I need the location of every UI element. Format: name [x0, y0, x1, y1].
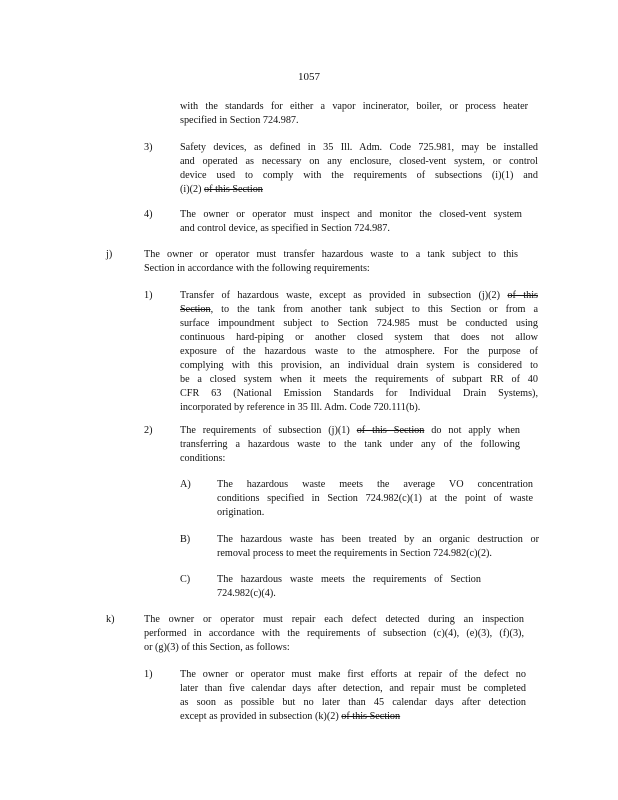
- paragraph-subitem-b: [217, 533, 539, 561]
- paragraph-item-k1: [180, 668, 526, 724]
- item-label: 4): [144, 209, 153, 220]
- text-line: origination.: [217, 507, 265, 518]
- paragraph-item-3: [180, 141, 538, 197]
- subitem-label: C): [180, 574, 191, 585]
- text-line: 724.982(c)(4).: [217, 588, 276, 599]
- paragraph-section-j: [144, 248, 518, 276]
- subitem-label: B): [180, 534, 191, 545]
- paragraph-subitem-a: [217, 478, 533, 520]
- section-label: k): [106, 614, 115, 625]
- page-number: 1057: [298, 71, 320, 83]
- text-line: surface impoundment subject to Section 724.985 must be conducted using: [180, 318, 538, 329]
- text-line: Safety devices, as defined in 35 Ill. Adm. Code 725.981, may be installed: [180, 142, 538, 153]
- paragraph-item-4: [180, 208, 522, 236]
- text-line: or (g)(3) of this Section, as follows:: [144, 642, 290, 653]
- text-line: The owner or operator must inspect and monitor the closed-vent system: [180, 209, 522, 220]
- text-line: conditions:: [180, 453, 226, 464]
- text-line: [180, 289, 538, 303]
- item-label: 2): [144, 425, 153, 436]
- text-line: be a closed system when it meets the requirements of subpart RR of 40: [180, 374, 538, 385]
- text-line: exposure of the hazardous waste to the atmosphere. For the purpose of: [180, 346, 538, 357]
- text-line: The hazardous waste has been treated by an organic destruction or: [217, 534, 539, 545]
- text-line: transferring a hazardous waste to the tank under any of the following: [180, 439, 520, 450]
- text-line: The hazardous waste meets the requirements of Section: [217, 574, 481, 585]
- text-line: continuous hard-piping or another closed system that does not allow: [180, 332, 538, 343]
- struck-text: Section: [180, 304, 211, 315]
- text-line: [180, 303, 538, 317]
- section-label: j): [106, 249, 113, 260]
- paragraph-continuation: [180, 100, 528, 128]
- text-line: incorporated by reference in 35 Ill. Adm. Code 720.111(b).: [180, 402, 421, 413]
- text-fragment: do not apply when: [431, 425, 520, 436]
- text-line: The owner or operator must make first efforts at repair of the defect no: [180, 669, 526, 680]
- text-line: [180, 424, 520, 438]
- text-fragment: The requirements of subsection (j)(1): [180, 425, 350, 436]
- struck-text: of this: [507, 290, 538, 301]
- text-line: as soon as possible but no later than 45 calendar days after detection: [180, 697, 526, 708]
- text-line: removal process to meet the requirements in Section 724.982(c)(2).: [217, 548, 492, 559]
- text-fragment: except as provided in subsection (k)(2): [180, 711, 339, 722]
- text-line: and operated as necessary on any enclosure, closed-vent system, or control: [180, 156, 538, 167]
- paragraph-item-j2: [180, 424, 520, 466]
- text-line: later than five calendar days after detection, and repair must be completed: [180, 683, 526, 694]
- text-line: device used to comply with the requirements of subsections (i)(1) and: [180, 170, 538, 181]
- text-line: Section in accordance with the following requirements:: [144, 263, 370, 274]
- struck-text: of this Section: [356, 425, 425, 436]
- text-line: complying with this provision, an individual drain system is considered to: [180, 360, 538, 371]
- paragraph-subitem-c: [217, 573, 481, 601]
- struck-text: of this Section: [341, 711, 401, 722]
- text-line: conditions specified in Section 724.982(c)(1) at the point of waste: [217, 493, 533, 504]
- text-fragment: Transfer of hazardous waste, except as provided in subsection (j)(2): [180, 290, 500, 301]
- text-line: The owner or operator must transfer hazardous waste to a tank subject to this: [144, 249, 518, 260]
- struck-text: of this Section: [204, 184, 263, 195]
- paragraph-item-j1: [180, 289, 538, 415]
- item-label: 1): [144, 669, 153, 680]
- paragraph-section-k: [144, 613, 524, 655]
- text-line: with the standards for either a vapor incinerator, boiler, or process heater: [180, 101, 528, 112]
- text-line: The hazardous waste meets the average VO concentration: [217, 479, 533, 490]
- text-line: The owner or operator must repair each defect detected during an inspection: [144, 614, 524, 625]
- item-label: 1): [144, 290, 153, 301]
- text-line: [180, 183, 538, 197]
- text-line: performed in accordance with the requirements of subsection (c)(4), (e)(3), (f)(3),: [144, 628, 524, 639]
- text-line: and control device, as specified in Section 724.987.: [180, 223, 390, 234]
- item-label: 3): [144, 142, 153, 153]
- text-line: CFR 63 (National Emission Standards for Individual Drain Systems),: [180, 388, 538, 399]
- text-line: [180, 710, 526, 724]
- text-line: specified in Section 724.987.: [180, 115, 299, 126]
- subitem-label: A): [180, 479, 191, 490]
- text-fragment: , to the tank from another tank subject to this Section or from a: [210, 304, 538, 315]
- text-fragment: (i)(2): [180, 184, 202, 195]
